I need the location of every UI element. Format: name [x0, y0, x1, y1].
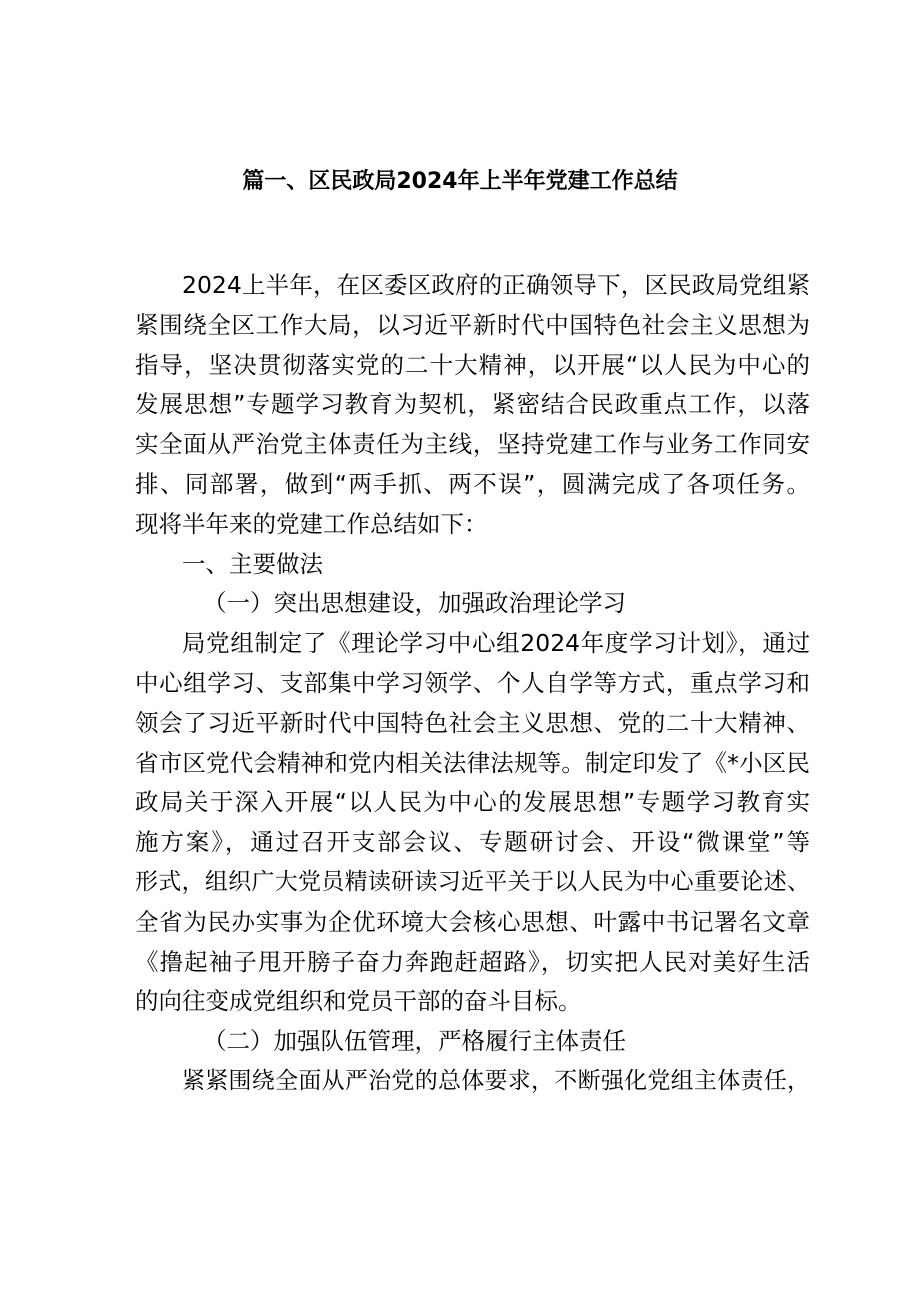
body-line: 实全面从严治党主体责任为主线，坚持党建工作与业务工作同安: [135, 430, 810, 459]
body-line: 中心组学习、支部集中学习领学、个人自学等方式，重点学习和: [135, 668, 810, 697]
body-line: （一）突出思想建设，加强政治理论学习: [203, 589, 626, 618]
body-line: 局党组制定了《理论学习中心组2024年度学习计划》，通过: [182, 629, 810, 658]
body-line: 《撸起袖子甩开膀子奋力奔跑赶超路》，切实把人民对美好生活: [135, 947, 810, 976]
body-line: （二）加强队伍管理，严格履行主体责任: [203, 1027, 626, 1056]
body-line: 现将半年来的党建工作总结如下：: [135, 509, 488, 538]
body-line: 发展思想”专题学习教育为契机，紧密结合民政重点工作，以落: [135, 390, 810, 419]
body-line: 指导，坚决贯彻落实党的二十大精神，以开展“以人民为中心的: [135, 350, 810, 379]
body-line: 排、同部署，做到“两手抓、两不误”，圆满完成了各项任务。: [135, 469, 810, 498]
body-line: 政局关于深入开展“以人民为中心的发展思想”专题学习教育实: [135, 788, 810, 817]
body-line: 施方案》，通过召开支部会议、专题研讨会、开设“微课堂”等: [135, 828, 810, 857]
body-line: 形式，组织广大党员精读研读习近平关于以人民为中心重要论述、: [135, 868, 810, 895]
body-line: 紧紧围绕全面从严治党的总体要求，不断强化党组主体责任，: [182, 1067, 810, 1094]
body-line: 领会了习近平新时代中国特色社会主义思想、党的二十大精神、: [135, 708, 810, 737]
body-line: 的向往变成党组织和党员干部的奋斗目标。: [135, 987, 582, 1016]
body-line: 全省为民办实事为企优环境大会核心思想、叶露中书记署名文章: [135, 907, 810, 936]
document-body: [135, 266, 810, 1102]
body-line: 一、主要做法: [182, 549, 323, 578]
body-line: 2024上半年，在区委区政府的正确领导下，区民政局党组紧: [182, 271, 810, 299]
body-line: 省市区党代会精神和党内相关法律法规等。制定印发了《*小区民: [135, 748, 810, 777]
document-title: 篇一、区民政局2024年上半年党建工作总结: [242, 169, 678, 194]
body-line: 紧围绕全区工作大局，以习近平新时代中国特色社会主义思想为: [135, 310, 810, 339]
